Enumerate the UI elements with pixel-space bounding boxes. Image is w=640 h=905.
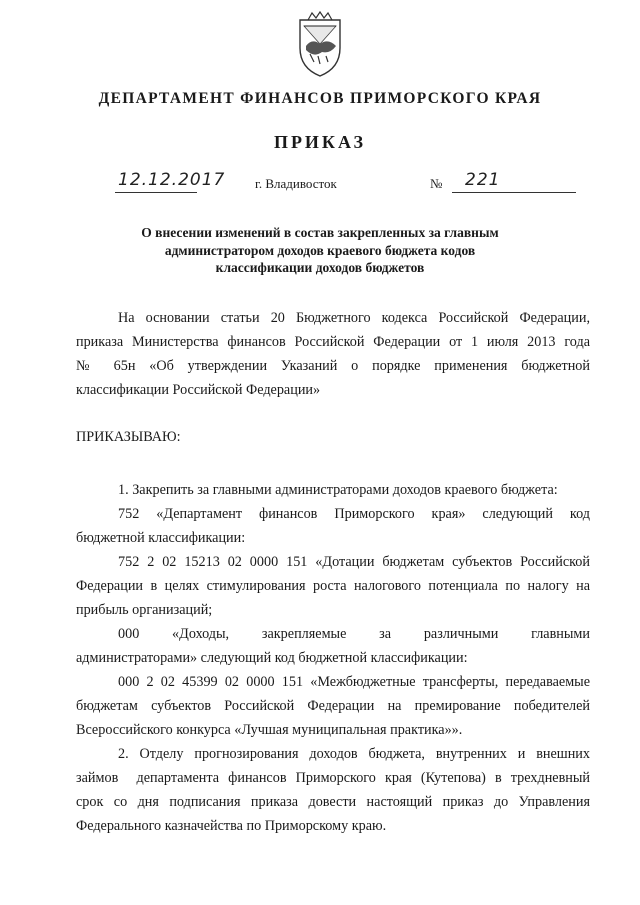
code-000-line: 000 2 02 45399 02 0000 151 «Межбюджетные трансферты, передаваемые <box>118 674 590 690</box>
item-1-intro: 1. Закрепить за главными администраторами доходов краевого бюджета: <box>118 482 558 498</box>
preamble-line: приказа Министерства финансов Российской Федерации от 1 июля 2013 года <box>76 334 590 350</box>
preamble-paragraph <box>76 306 590 402</box>
preamble-line: № 65н «Об утверждении Указаний о порядке применения бюджетной <box>76 358 590 374</box>
preamble-line: классификации Российской Федерации» <box>76 382 321 398</box>
admin-000-line: администраторами» следующий код бюджетной классификации: <box>76 650 468 666</box>
number-underline <box>452 192 576 193</box>
item-2-line: займов департамента финансов Приморского края (Кутепова) в трехдневный <box>76 770 590 786</box>
admin-752-line: бюджетной классификации: <box>76 530 246 546</box>
item-1 <box>76 478 590 742</box>
item-2 <box>76 742 590 838</box>
item-2-line: Федерального казначейства по Приморскому краю. <box>76 818 387 834</box>
item-2-line: срок со дня подписания приказа довести настоящий приказ до Управления <box>76 794 590 810</box>
item-2-line: 2. Отделу прогнозирования доходов бюджета, внутренних и внешних <box>118 746 590 762</box>
number-sign: № <box>430 176 443 191</box>
code-752-line: прибыль организаций; <box>76 602 213 618</box>
department-title: ДЕПАРТАМЕНТ ФИНАНСОВ ПРИМОРСКОГО КРАЯ <box>98 90 542 107</box>
order-number: 221 <box>465 170 501 190</box>
code-752-line: 752 2 02 15213 02 0000 151 «Дотации бюджетам субъектов Российской <box>118 554 590 570</box>
admin-752-line: 752 «Департамент финансов Приморского края» следующий код <box>118 506 590 522</box>
order-subject <box>120 224 520 277</box>
subject-line: классификации доходов бюджетов <box>215 260 425 275</box>
subject-line: администратором доходов краевого бюджета кодов <box>164 242 476 258</box>
preamble-line: На основании статьи 20 Бюджетного кодекса Российской Федерации, <box>118 310 590 326</box>
document-type-title: ПРИКАЗ <box>273 132 367 152</box>
coat-of-arms-emblem <box>296 10 344 80</box>
date-underline <box>115 192 197 193</box>
order-word: ПРИКАЗЫВАЮ: <box>76 429 181 445</box>
subject-line: О внесении изменений в состав закрепленных за главным <box>141 225 499 240</box>
code-752-line: Федерации в целях стимулирования роста налогового потенциала по налогу на <box>76 578 590 594</box>
code-000-line: Всероссийского конкурса «Лучшая муниципальная практика»». <box>76 722 463 738</box>
city-label: г. Владивосток <box>255 176 337 191</box>
code-000-line: бюджетам субъектов Российской Федерации на премирование победителей <box>76 698 590 714</box>
order-date: 12.12.2017 <box>118 170 226 190</box>
admin-000-line: 000 «Доходы, закрепляемые за различными главными <box>118 626 590 642</box>
